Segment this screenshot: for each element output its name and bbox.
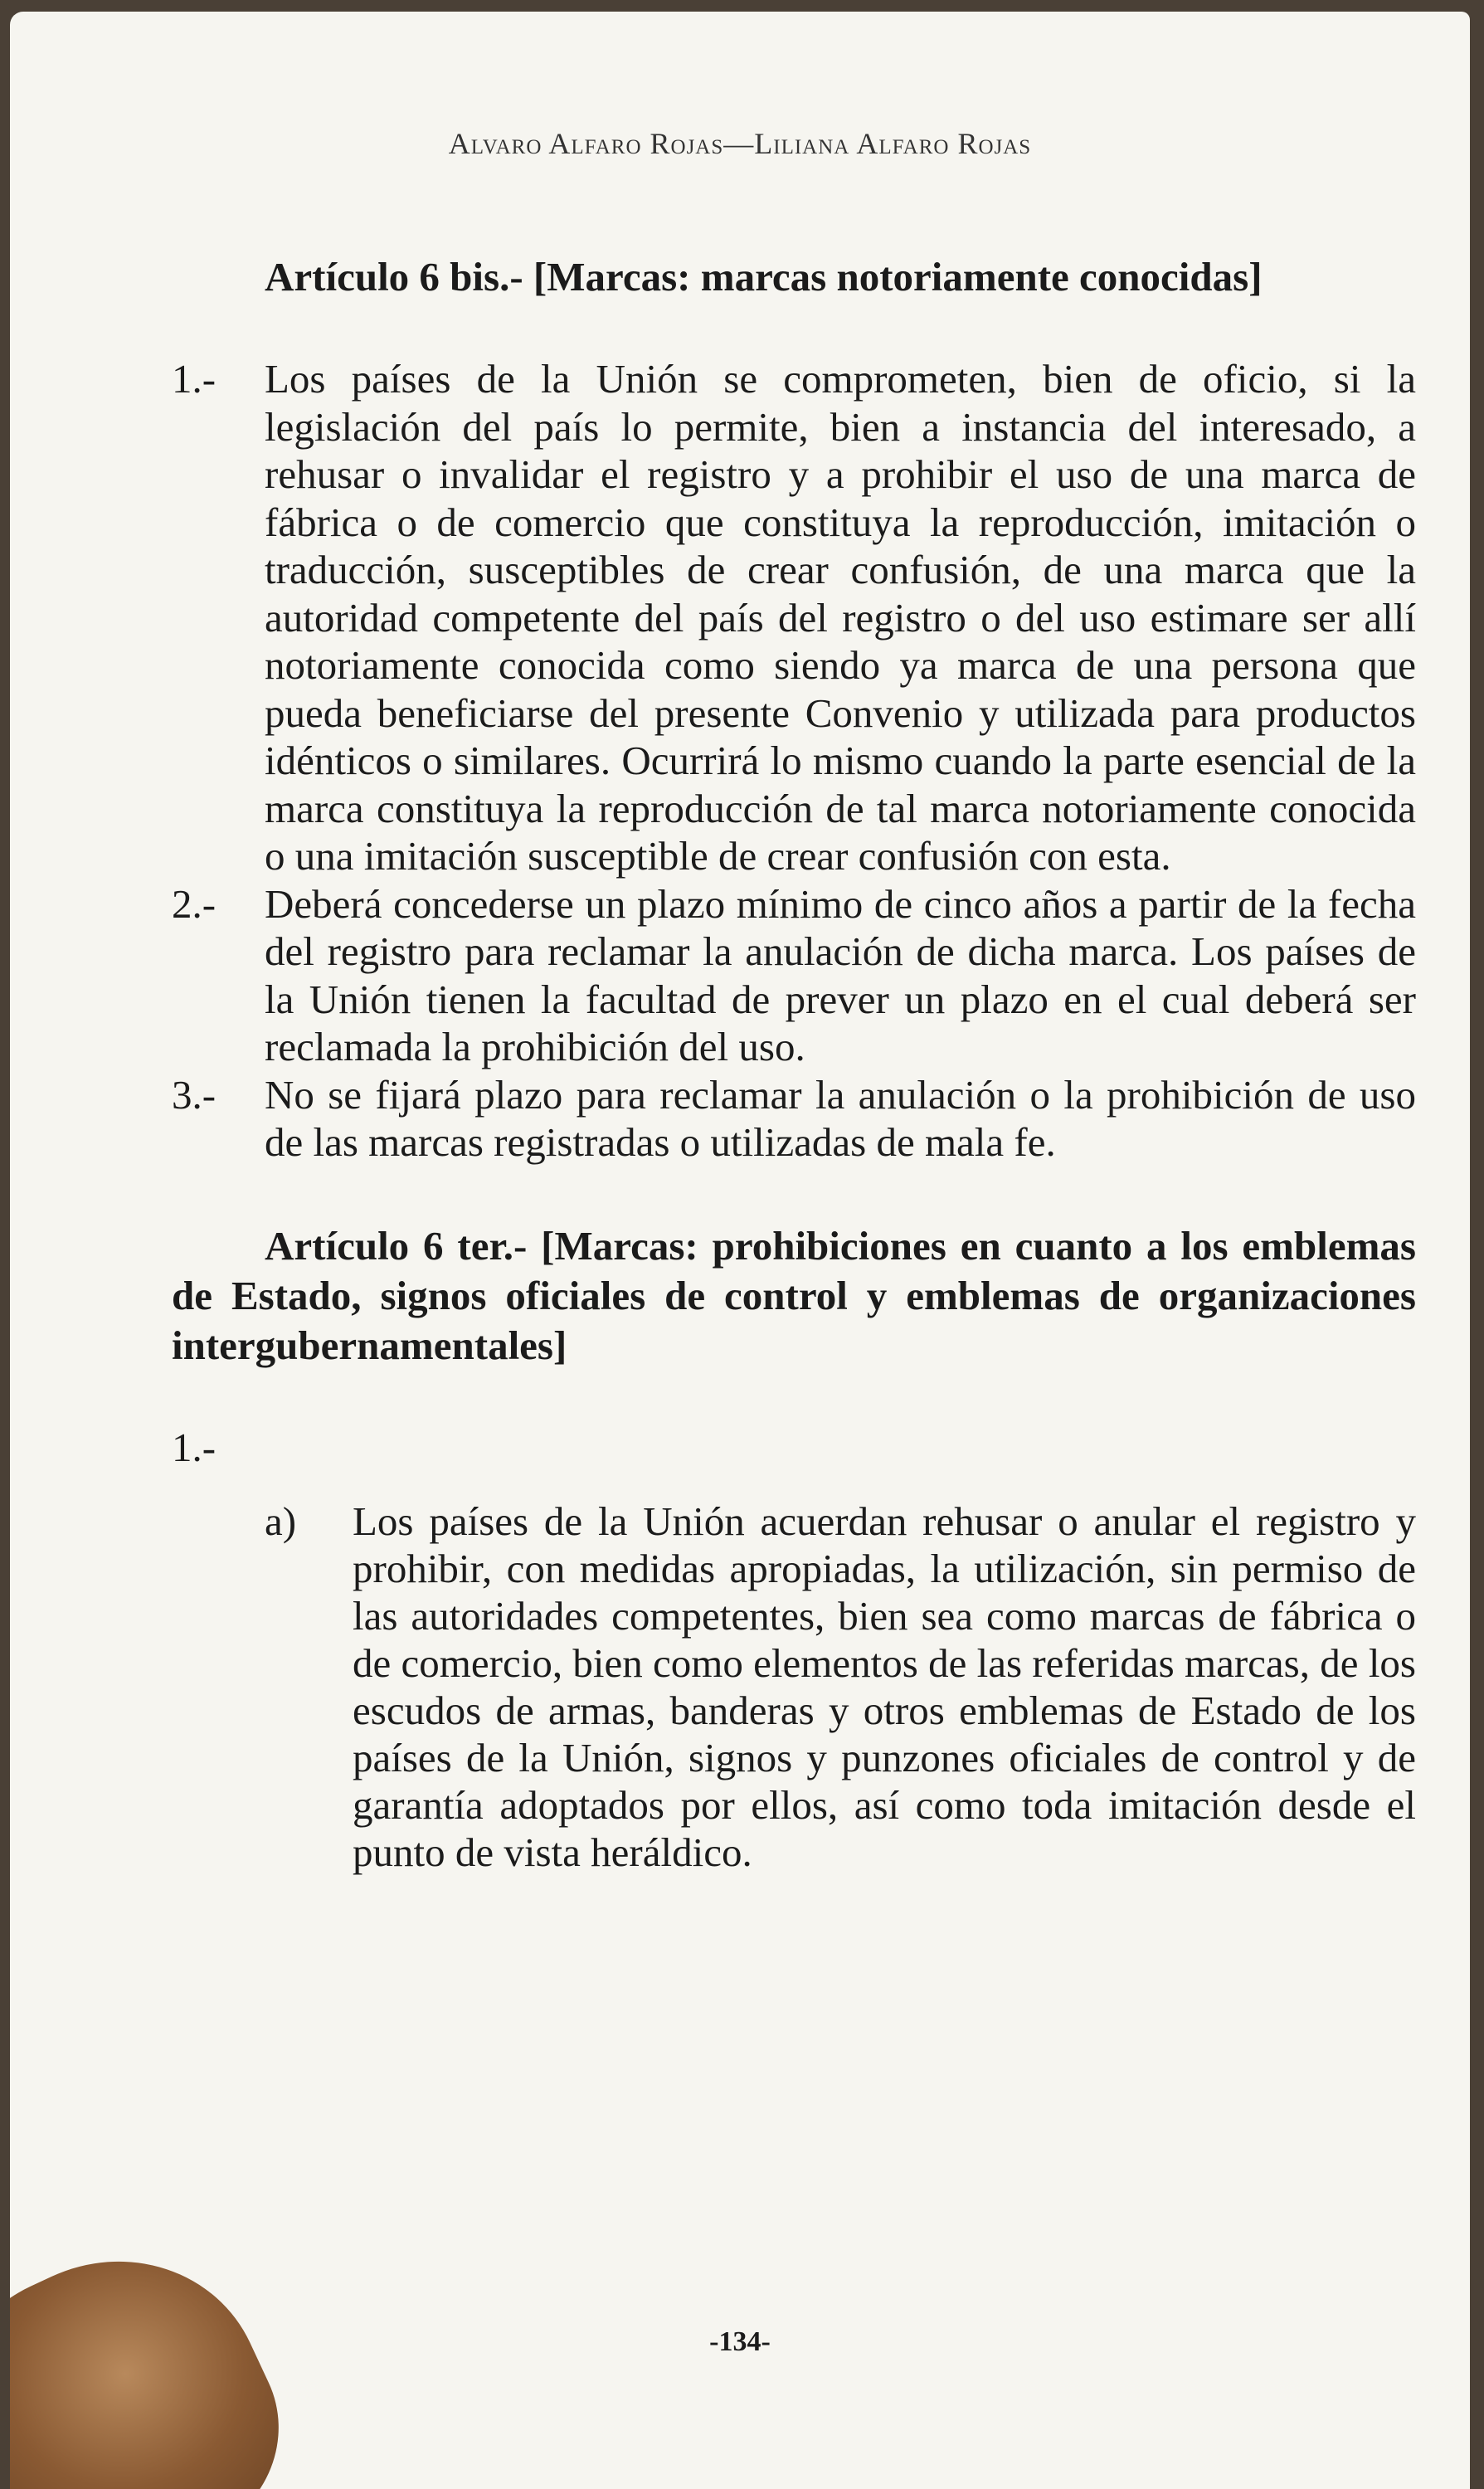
item-number: 3.- (172, 1071, 217, 1118)
article-6ter-heading: Artículo 6 ter.- [Marcas: prohibiciones en cuanto a los emblemas de Estado, signos oficiales de control y emblemas de organizaciones intergubernamentales] (172, 1222, 1416, 1368)
item-text: No se fijará plazo para reclamar la anulación o la prohibición de uso de las marcas registradas o utilizadas de mala fe. (265, 1071, 1416, 1165)
item-text: Deberá concederse un plazo mínimo de cinco años a partir de la fecha del registro para reclamar la anulación de dicha marca. Los países de la Unión tienen la facultad de prever un plazo en el cual deberá ser reclamada la prohibición del uso. (265, 880, 1416, 1069)
article-6ter-list (172, 1424, 1416, 1877)
list-item (172, 1071, 1416, 1167)
article-6bis-heading: Artículo 6 bis.- [Marcas: marcas notoriamente conocidas] (265, 254, 1263, 300)
book-page (10, 12, 1470, 2489)
page-number: -134- (709, 2326, 771, 2357)
sub-item-text: Los países de la Unión acuerdan rehusar o anular el registro y prohibir, con medidas apropiadas, la utilización, sin permiso de las autoridades competentes, bien sea como marcas de fábrica o de comercio, bien como elementos de las referidas marcas, de los escudos de armas, banderas y otros emblemas de Estado de los países de la Unión, signos y punzones oficiales de control y de garantía adoptados por ellos, así como toda imitación desde el punto de vista heráldico. (353, 1498, 1416, 1875)
item-number: 2.- (172, 880, 217, 927)
list-item (172, 355, 1416, 880)
list-item (172, 1424, 1416, 1472)
page-content (172, 252, 1416, 1876)
article-6bis-list (172, 355, 1416, 1167)
running-head: Alvaro Alfaro Rojas—Liliana Alfaro Rojas (448, 127, 1032, 160)
list-item (172, 880, 1416, 1071)
sub-item (172, 1498, 1416, 1876)
item-text: Los países de la Unión se comprometen, bien de oficio, si la legislación del país lo permite, bien a instancia del interesado, a rehusar o invalidar el registro y a prohibir el uso de una marca de fábrica o de comercio que constituya la reproducción, imitación o traducción, susceptibles de crear confusión, de una marca que la autoridad competente del país del registro o del uso estimare ser allí notoriamente conocida como siendo ya marca de una persona que pueda beneficiarse del presente Convenio y utilizada para productos idénticos o similares. Ocurrirá lo mismo cuando la parte esencial de la marca constituya la reproducción de tal marca notoriamente conocida o una imitación susceptible de crear confusión con esta. (265, 356, 1416, 879)
item-number: 1.- (172, 1424, 217, 1470)
sub-item-letter: a) (265, 1498, 297, 1544)
item-number: 1.- (172, 356, 217, 402)
